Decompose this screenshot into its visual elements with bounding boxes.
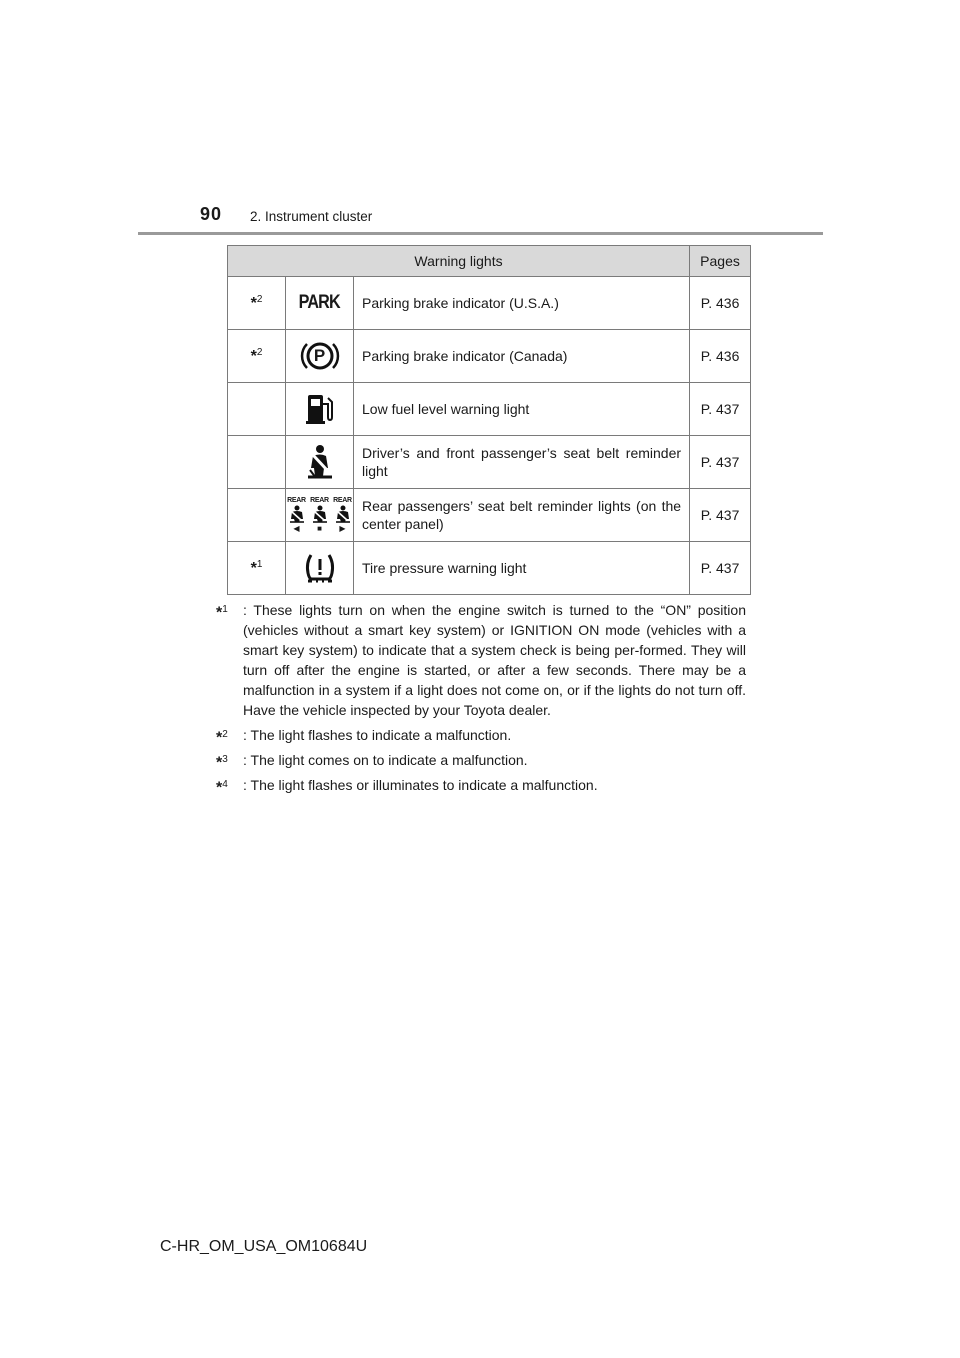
footnote-3: *$^3$ : The light comes on to indicate a malfunction. (216, 752, 528, 772)
footnote-4: *$^4$ : The light flashes or illuminates to indicate a malfunction. (216, 777, 598, 797)
section-title: 2. Instrument cluster (250, 209, 373, 224)
row-page: P. 437 (690, 542, 751, 595)
park-indicator-icon: PARK (286, 277, 354, 330)
table-row (228, 383, 751, 436)
row-mark (228, 383, 286, 436)
row-page: P. 436 (690, 330, 751, 383)
footnote-1: *$^1$ : These lights turn on when the engine switch is turned to the “ON” position (vehicles without a smart key system) or IGNITION ON mode (vehicles with a smart key system) to indicate that a system check is being per-formed. They will turn off after the engine is started, or after a few seconds. There may be a malfunction in a system if a light does not come on, or if the lights do not turn off. Have the vehicle inspected by your Toyota dealer. (216, 602, 746, 718)
row-mark: *$^2$ (228, 277, 286, 330)
fuel-pump-icon (286, 383, 354, 436)
page-number: 90 (200, 204, 223, 224)
header-rule (138, 232, 823, 235)
row-mark: *$^1$ (228, 542, 286, 595)
row-mark: *$^2$ (228, 330, 286, 383)
header-pages: Pages (690, 246, 751, 277)
warning-lights-table (227, 245, 751, 595)
parking-brake-p-icon: P (286, 330, 354, 383)
seatbelt-icon (286, 436, 354, 489)
row-page: P. 437 (690, 383, 751, 436)
table-row (228, 542, 751, 595)
table-row (228, 436, 751, 489)
row-description: Parking brake indicator (U.S.A.) (354, 277, 690, 330)
footnote-2: *$^2$ : The light flashes to indicate a malfunction. (216, 727, 512, 747)
row-mark (228, 489, 286, 542)
table-row (228, 489, 751, 542)
table-row (228, 330, 751, 383)
table-header-row (228, 246, 751, 277)
rear-seatbelt-icon: REAR ◀ REAR ■ REAR ▶ (286, 489, 354, 542)
row-description: Parking brake indicator (Canada) (354, 330, 690, 383)
row-page: P. 437 (690, 436, 751, 489)
footnotes (216, 600, 746, 800)
header-warning-lights: Warning lights (228, 246, 690, 277)
row-description: Rear passengers’ seat belt reminder lights (on the center panel) (354, 489, 690, 542)
row-mark (228, 436, 286, 489)
row-description: Tire pressure warning light (354, 542, 690, 595)
row-description: Low fuel level warning light (354, 383, 690, 436)
row-description: Driver’s and front passenger’s seat belt reminder light (354, 436, 690, 489)
row-page: P. 437 (690, 489, 751, 542)
table-row (228, 277, 751, 330)
document-code: C-HR_OM_USA_OM10684U (160, 1238, 368, 1255)
tire-pressure-icon (286, 542, 354, 595)
row-page: P. 436 (690, 277, 751, 330)
